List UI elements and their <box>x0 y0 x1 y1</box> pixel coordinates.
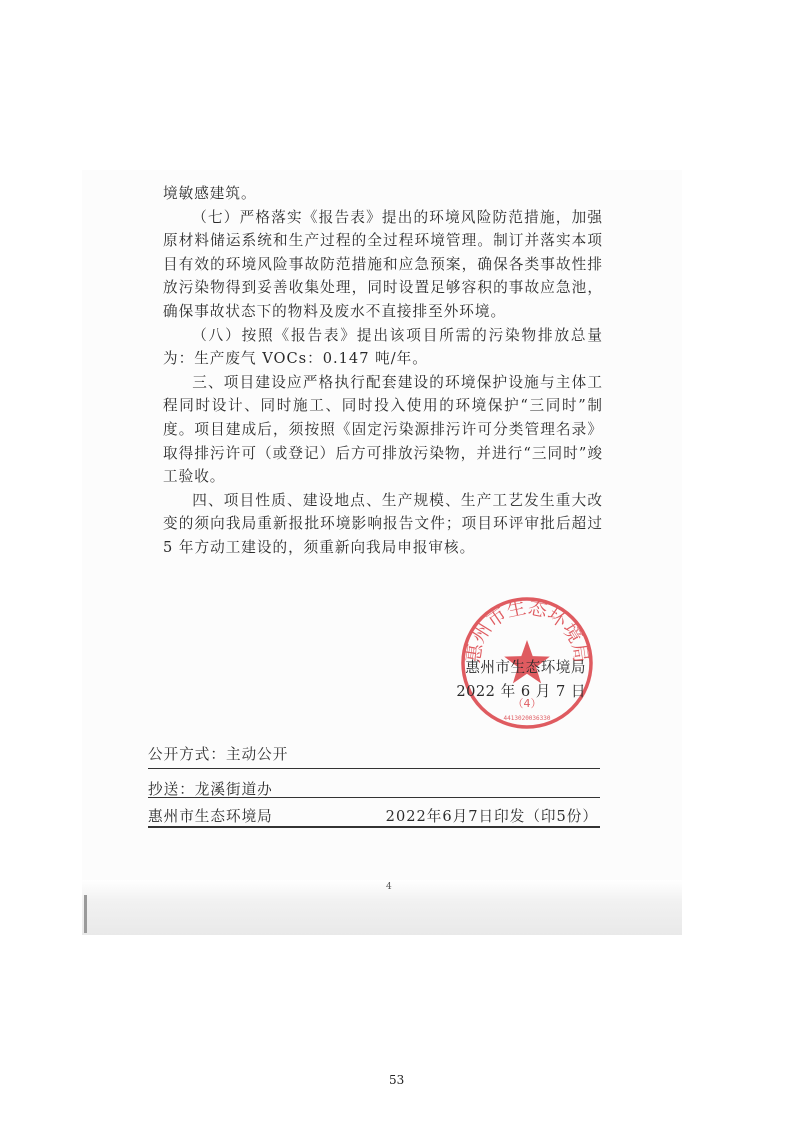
paragraph-section-3: 三、项目建设应严格执行配套建设的环境保护设施与主体工程同时设计、同时施工、同时投入使用的环境保护“三同时”制度。项目建成后，须按照《固定污染源排污许可分类管理名录》取得排污许可（或登记）后方可排放污染物，并进行“三同时”竣工验收。 <box>163 373 603 486</box>
inner-page-number: 4 <box>386 882 392 892</box>
signature-date: 2022 年 6 月 7 日 <box>456 683 586 700</box>
page-number: 53 <box>389 1073 405 1087</box>
divider-thin <box>148 768 600 769</box>
signature-block <box>440 656 586 704</box>
divider-thick <box>148 826 600 828</box>
publication-method: 公开方式：主动公开 <box>148 746 289 763</box>
seal-code: 4413020036330 <box>503 715 551 722</box>
issuer-name: 惠州市生态环境局 <box>148 808 273 825</box>
scan-edge <box>84 895 87 933</box>
paragraph-item-7: （七）严格落实《报告表》提出的环境风险防范措施，加强原材料储运系统和生产过程的全过程环境管理。制订并落实本项目有效的环境风险事故防范措施和应急预案，确保各类事故性排放污染物得到妥善收集处理，同时设置足够容积的事故应急池，确保事故状态下的物料及废水不直接排至外环境。 <box>163 208 603 320</box>
cc-line: 抄送：龙溪街道办 <box>148 781 273 798</box>
issue-info: 2022年6月7日印发（印5份） <box>385 808 598 825</box>
paragraph-continuation: 境敏感建筑。 <box>163 185 257 202</box>
seal-number: （4） <box>512 697 542 710</box>
paragraph-item-8: （八）按照《报告表》提出该项目所需的污染物排放总量为：生产废气 VOCs：0.147 吨/年。 <box>163 326 603 368</box>
issuer-row <box>148 805 598 826</box>
document-body <box>163 182 603 560</box>
seal-org-text: 惠州市生态环境局 <box>462 596 592 665</box>
paragraph-section-4: 四、项目性质、建设地点、生产规模、生产工艺发生重大改变的须向我局重新报批环境影响报告文件；项目环评审批后超过 5 年方动工建设的，须重新向我局申报审核。 <box>163 491 603 556</box>
scan-bottom-shadow <box>82 880 682 935</box>
signature-org: 惠州市生态环境局 <box>465 659 586 676</box>
